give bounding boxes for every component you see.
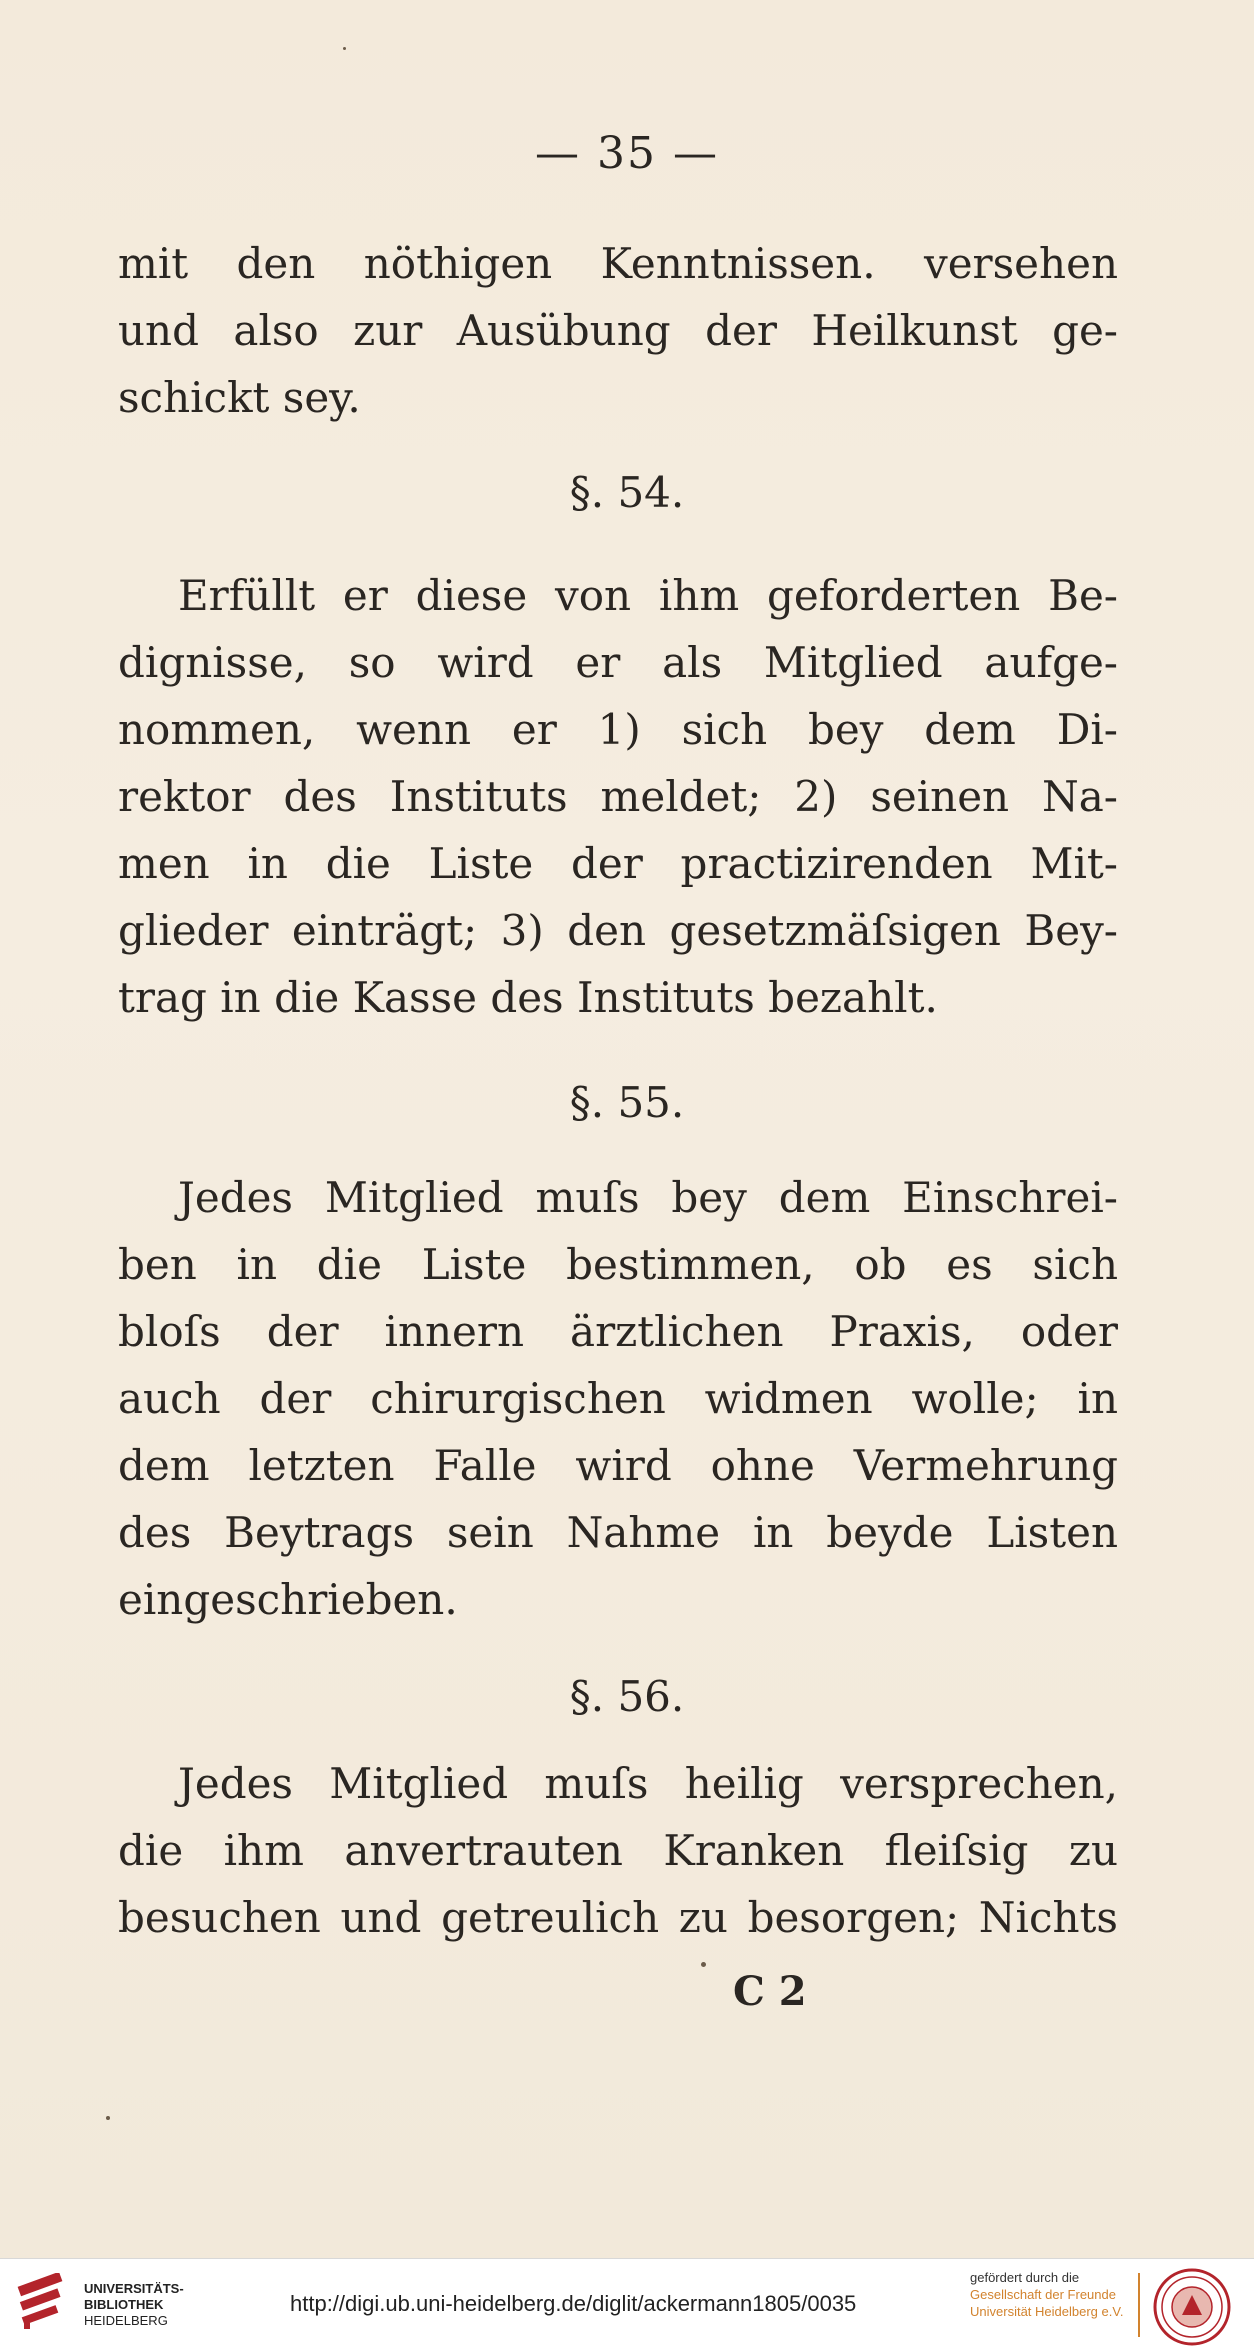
section-55-paragraph	[118, 1164, 1118, 1633]
paper-speck	[343, 47, 346, 50]
library-name-line: UNIVERSITÄTS-	[84, 2281, 184, 2296]
signature-mark: C 2	[733, 1968, 807, 2015]
text-line: die ihm anvertrauten Kranken fleiſsig zu	[118, 1826, 1118, 1875]
sponsor-line: gefördert durch die	[970, 2270, 1080, 2285]
text-line: Jedes Mitglied muſs bey dem Einschrei-	[178, 1173, 1118, 1222]
university-library-logo-icon	[14, 2273, 74, 2333]
section-54-paragraph	[118, 562, 1118, 1031]
text-line: trag in die Kasse des Instituts bezahlt.	[118, 973, 938, 1022]
text-line: besuchen und getreulich zu besorgen; Nichts	[118, 1893, 1118, 1942]
text-line: ben in die Liste bestimmen, ob es sich	[118, 1240, 1118, 1289]
sponsor-divider	[1138, 2273, 1140, 2337]
text-line: dignisse, so wird er als Mitglied aufge-	[118, 638, 1118, 687]
text-line: Jedes Mitglied muſs heilig versprechen,	[178, 1759, 1118, 1808]
text-line: Erfüllt er diese von ihm geforderten Be-	[178, 571, 1118, 620]
text-line: dem letzten Falle wird ohne Vermehrung	[118, 1441, 1118, 1490]
section-heading-54: §. 54.	[569, 468, 685, 517]
permalink-url[interactable]: http://digi.ub.uni-heidelberg.de/diglit/ackermann1805/0035	[290, 2291, 857, 2316]
text-line: und also zur Ausübung der Heilkunst ge-	[118, 306, 1118, 355]
section-heading-55: §. 55.	[569, 1078, 685, 1127]
sponsor-line: Gesellschaft der Freunde	[970, 2287, 1116, 2302]
text-line: nommen, wenn er 1) sich bey dem Di-	[118, 705, 1118, 754]
section-heading-56: §. 56.	[569, 1672, 685, 1721]
sponsor-credit	[970, 2269, 1123, 2320]
text-line: rektor des Instituts meldet; 2) seinen Na-	[118, 772, 1118, 821]
text-line: men in die Liste der practizirenden Mit-	[118, 839, 1118, 888]
text-line: schickt sey.	[118, 373, 361, 422]
library-name-line: BIBLIOTHEK	[84, 2297, 164, 2312]
university-seal-icon	[1152, 2267, 1232, 2347]
library-name-line: HEIDELBERG	[84, 2313, 168, 2328]
text-line: des Beytrags sein Nahme in beyde Listen	[118, 1508, 1118, 1557]
section-56-paragraph	[118, 1750, 1118, 1951]
paper-speck	[701, 1962, 706, 1967]
text-line: mit den nöthigen Kenntnissen. versehen	[118, 239, 1118, 288]
continuation-paragraph	[118, 230, 1118, 431]
library-name	[84, 2281, 184, 2329]
text-line: auch der chirurgischen widmen wolle; in	[118, 1374, 1118, 1423]
digitization-footer	[0, 2258, 1254, 2350]
text-line: eingeschrieben.	[118, 1575, 458, 1624]
text-line: bloſs der innern ärztlichen Praxis, oder	[118, 1307, 1118, 1356]
page-number-header: — 35 —	[535, 128, 719, 179]
paper-speck	[106, 2116, 110, 2120]
text-line: glieder einträgt; 3) den gesetzmäſsigen Bey-	[118, 906, 1118, 955]
sponsor-line: Universität Heidelberg e.V.	[970, 2304, 1124, 2319]
